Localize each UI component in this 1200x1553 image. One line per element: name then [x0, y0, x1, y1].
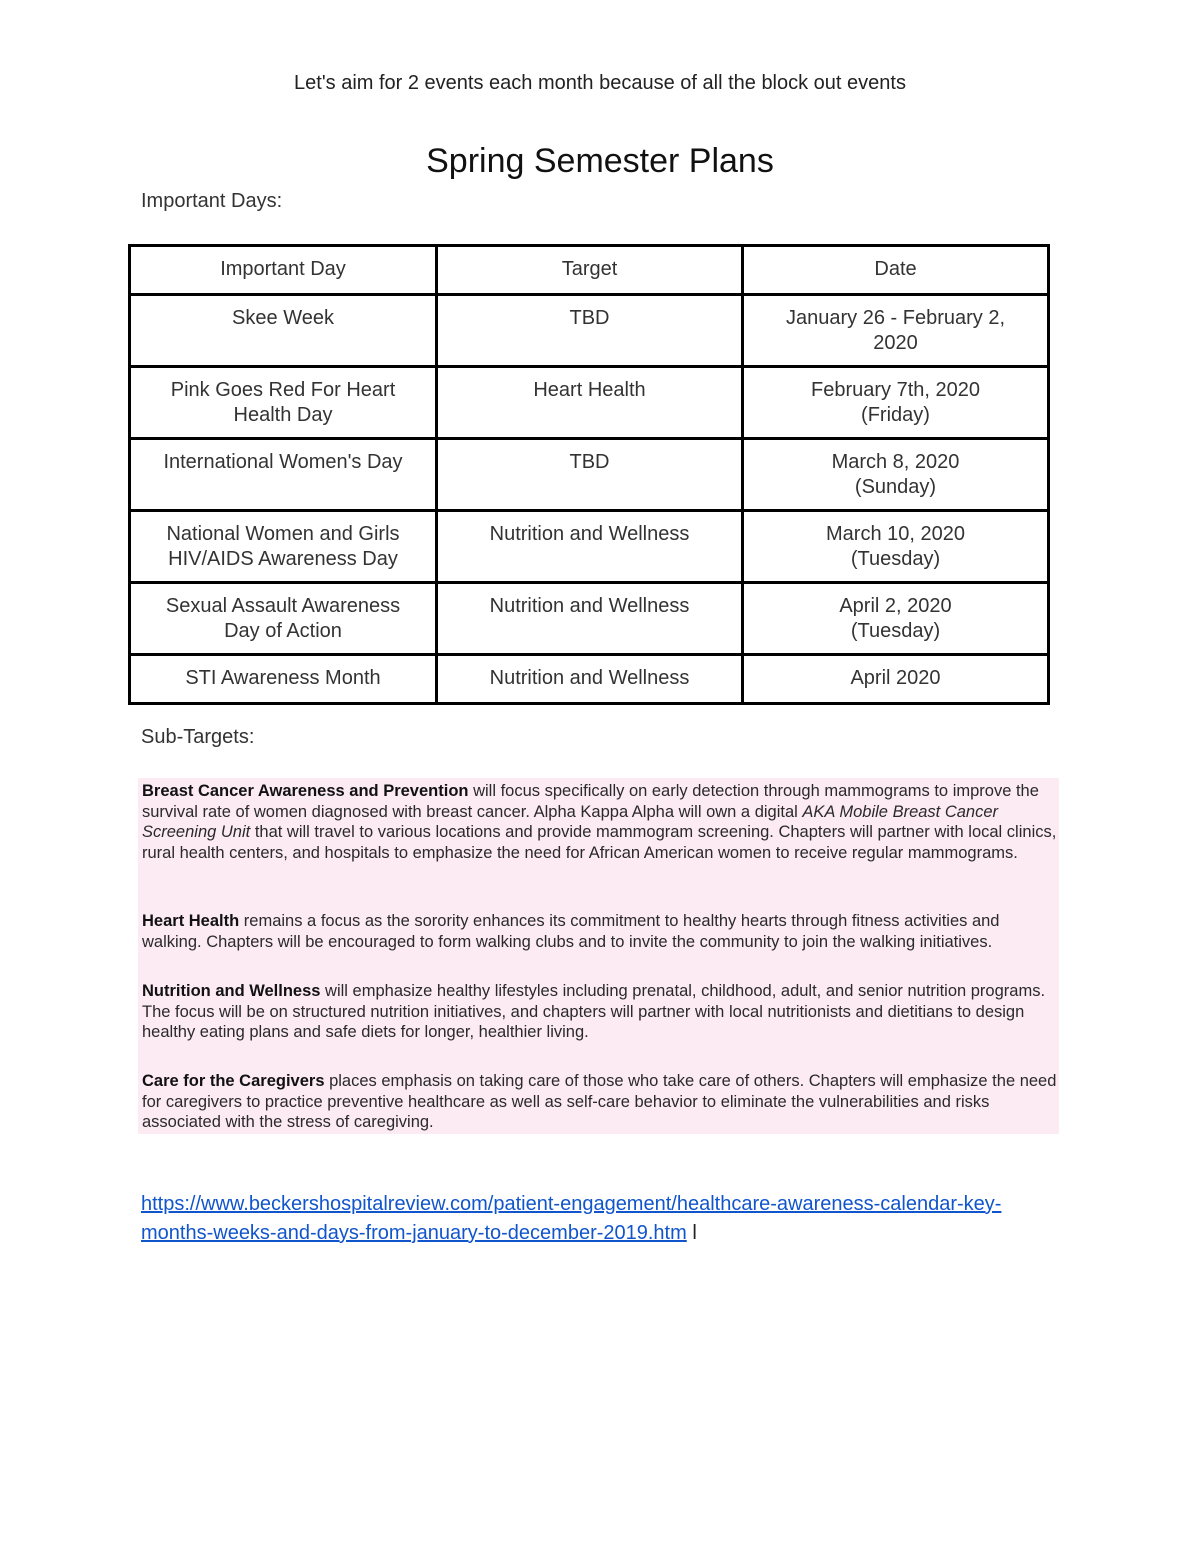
- cell-day: Skee Week: [130, 295, 437, 367]
- sub-target-heading: Nutrition and Wellness: [142, 982, 321, 1000]
- date-line: (Friday): [861, 404, 930, 426]
- date-line: (Sunday): [854, 476, 937, 498]
- cell-day: STI Awareness Month: [130, 655, 437, 704]
- cell-target: TBD: [437, 295, 743, 367]
- source-link-tail: l: [686, 1222, 697, 1244]
- sub-target-breast-cancer: [142, 781, 1060, 863]
- top-note: Let's aim for 2 events each month because of all the block out events: [294, 72, 906, 94]
- sub-target-text: will focus specifically on early detection through mammograms to improve the survival rate of women diagnosed with breast cancer. Alpha Kappa Alpha will own a digital: [142, 782, 1039, 821]
- table-row: [130, 439, 1049, 511]
- important-days-label: Important Days:: [141, 190, 283, 212]
- sub-target-caregivers: [142, 1071, 1060, 1133]
- table-row: [130, 511, 1049, 583]
- sub-target-italic: AKA Mobile Breast Cancer Screening Unit: [142, 802, 999, 841]
- sub-target-text: will emphasize healthy lifestyles including prenatal, childhood, adult, and senior nutrition programs. The focus will be on structured nutrition initiatives, and chapters will partner with local nutritionists and dietitians to design healthy eating plans and safe diets for longer, healthier living.: [142, 982, 1046, 1041]
- table-row: [130, 655, 1049, 704]
- sub-target-heading: Breast Cancer Awareness and Prevention: [142, 782, 469, 800]
- table-row: [130, 583, 1049, 655]
- cell-day: International Women's Day: [130, 439, 437, 511]
- source-link[interactable]: https://www.beckershospitalreview.com/patient-engagement/healthcare-awareness-calendar-key-months-weeks-and-days-from-january-to-december-2019.htm: [141, 1193, 1002, 1244]
- page-title: Spring Semester Plans: [426, 142, 774, 180]
- cell-target: TBD: [437, 439, 743, 511]
- cell-date: [743, 367, 1049, 439]
- sub-target-heading: Heart Health: [142, 912, 240, 930]
- date-line: 2020: [873, 332, 918, 354]
- cell-day: National Women and Girls HIV/AIDS Awareness Day: [130, 511, 437, 583]
- table-row: [130, 367, 1049, 439]
- date-line: February 7th, 2020: [811, 379, 980, 401]
- date-line: March 10, 2020: [826, 523, 965, 545]
- cell-date: April 2020: [743, 655, 1049, 704]
- cell-target: Nutrition and Wellness: [437, 511, 743, 583]
- cell-day: Pink Goes Red For Heart Health Day: [130, 367, 437, 439]
- sub-target-text: places emphasis on taking care of those who take care of others. Chapters will emphasize the need for caregivers to practice preventive healthcare as well as self-care behavior to eliminate the vulnerabilities and risks associated with the stress of caregiving.: [142, 1072, 1057, 1131]
- cell-target: Heart Health: [437, 367, 743, 439]
- sub-target-text: that will travel to various locations and provide mammogram screening. Chapters will partner with local clinics, rural health centers, and hospitals to emphasize the need for African American women to receive regular mammograms.: [142, 823, 1057, 862]
- sub-target-text: remains a focus as the sorority enhances its commitment to healthy hearts through fitness activities and walking. Chapters will be encouraged to form walking clubs and to invite the community to join the walking initiatives.: [142, 912, 1000, 951]
- date-line: (Tuesday): [850, 548, 941, 570]
- sub-target-nutrition: [142, 981, 1060, 1043]
- cell-target: Nutrition and Wellness: [437, 583, 743, 655]
- sub-target-heading: Care for the Caregivers: [142, 1072, 325, 1090]
- date-line: (Tuesday): [850, 620, 941, 642]
- sub-targets-label: Sub-Targets:: [141, 726, 255, 748]
- cell-date: [743, 439, 1049, 511]
- cell-date: [743, 295, 1049, 367]
- cell-day: Sexual Assault Awareness Day of Action: [130, 583, 437, 655]
- header-date: Date: [743, 246, 1049, 295]
- cell-date: [743, 583, 1049, 655]
- table-header-row: [130, 246, 1049, 295]
- important-days-table: [128, 244, 1050, 705]
- header-important-day: Important Day: [130, 246, 437, 295]
- date-line: April 2, 2020: [839, 595, 952, 617]
- header-target: Target: [437, 246, 743, 295]
- source-link-block: [141, 1190, 1071, 1248]
- sub-target-heart-health: [142, 911, 1060, 952]
- table-row: [130, 295, 1049, 367]
- cell-date: [743, 511, 1049, 583]
- date-line: March 8, 2020: [831, 451, 960, 473]
- cell-target: Nutrition and Wellness: [437, 655, 743, 704]
- date-line: January 26 - February 2,: [786, 307, 1005, 329]
